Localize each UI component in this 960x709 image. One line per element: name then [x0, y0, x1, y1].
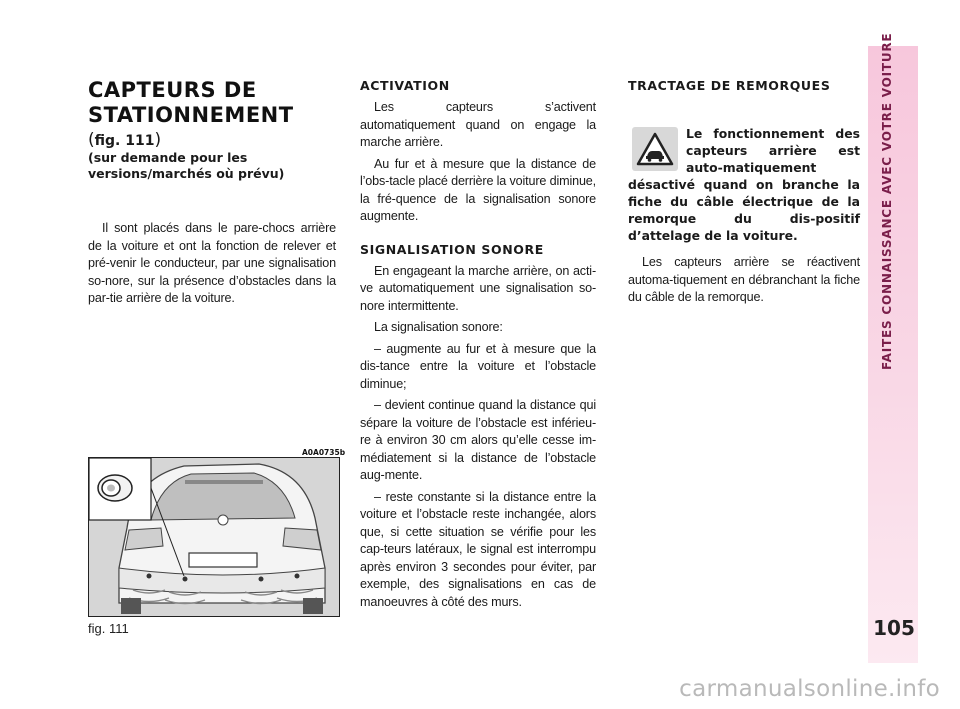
- column-left: [88, 78, 336, 312]
- figure-caption: fig. 111: [88, 621, 129, 636]
- activation-heading: ACTIVATION: [360, 78, 450, 93]
- warning-triangle-icon: [632, 127, 678, 171]
- chapter-title-text: FAITES CONNAISSANCE AVEC VOTRE VOITURE: [880, 32, 894, 370]
- signal-heading: SIGNALISATION SONORE: [360, 241, 544, 257]
- activation-paragraph-2: Au fur et à mesure que la distance de l’obs-tacle placé derrière la voiture diminue, la fré-quence de la signalisation sonore augmente.: [360, 156, 596, 223]
- page-number: 105: [873, 616, 915, 640]
- intro-paragraph: Il sont placés dans le pare-chocs arrière de la voiture et ont la fonction de relever et pré-venir le conducteur, par une signalisation so-nore, sur la présence d’obstacles dans la par-tie arrière de la voiture.: [88, 221, 336, 305]
- parking-sensor-figure: [88, 457, 340, 617]
- column-right: [628, 78, 860, 311]
- figure-code: A0A0735b: [302, 448, 346, 457]
- watermark: carmanualsonline.info: [679, 676, 940, 702]
- signal-paragraph-1: En engageant la marche arrière, on acti-ve automatiquement une signalisation so-nore intermittente.: [360, 263, 596, 313]
- warning-box: [628, 125, 860, 244]
- warning-text: Le fonctionnement des capteurs arrière est auto-matiquement désactivé quand on branche la fiche du câble électrique de la remorque du dis-positif d’attelage de la voiture.: [628, 126, 860, 243]
- column-middle: [360, 78, 596, 615]
- section-title-line2: STATIONNEMENT: [88, 103, 294, 127]
- signal-paragraph-3: – augmente au fur et à mesure que la dis-tance entre la voiture et l’obstacle diminue;: [360, 341, 596, 391]
- car-rear-illustration: [89, 458, 339, 616]
- signal-paragraph-4: – devient continue quand la distance qui sépare la voiture de l’obstacle est inférieu-re à environ 30 cm alors qu’elle cesse im-médiatement si la distance de l’obstacle aug-mente.: [360, 398, 596, 482]
- signal-paragraph-5: – reste constante si la distance entre la voiture et l’obstacle reste inchangée, alors que, si cette situation se vérifie pour les cap-teurs latéraux, le signal est interrompu après environ 3 secondes pour éviter, par exemple, des signalisations en cas de manoeuvres à côté des murs.: [360, 489, 596, 609]
- figure-reference: (fig. 111): [88, 130, 162, 150]
- figure-reference-text: fig. 111: [94, 133, 155, 149]
- signal-paragraph-2: La signalisation sonore:: [374, 320, 503, 334]
- towing-heading: TRACTAGE DE REMORQUES: [628, 78, 831, 93]
- section-subtitle: (sur demande pour les versions/marchés où prévu): [88, 150, 285, 181]
- activation-paragraph-1: Les capteurs s’activent automatiquement quand on engage la marche arrière.: [360, 100, 596, 149]
- towing-paragraph: Les capteurs arrière se réactivent automa-tiquement en débranchant la fiche du câble de la remorque.: [628, 255, 860, 304]
- section-title-line1: CAPTEURS DE: [88, 78, 257, 102]
